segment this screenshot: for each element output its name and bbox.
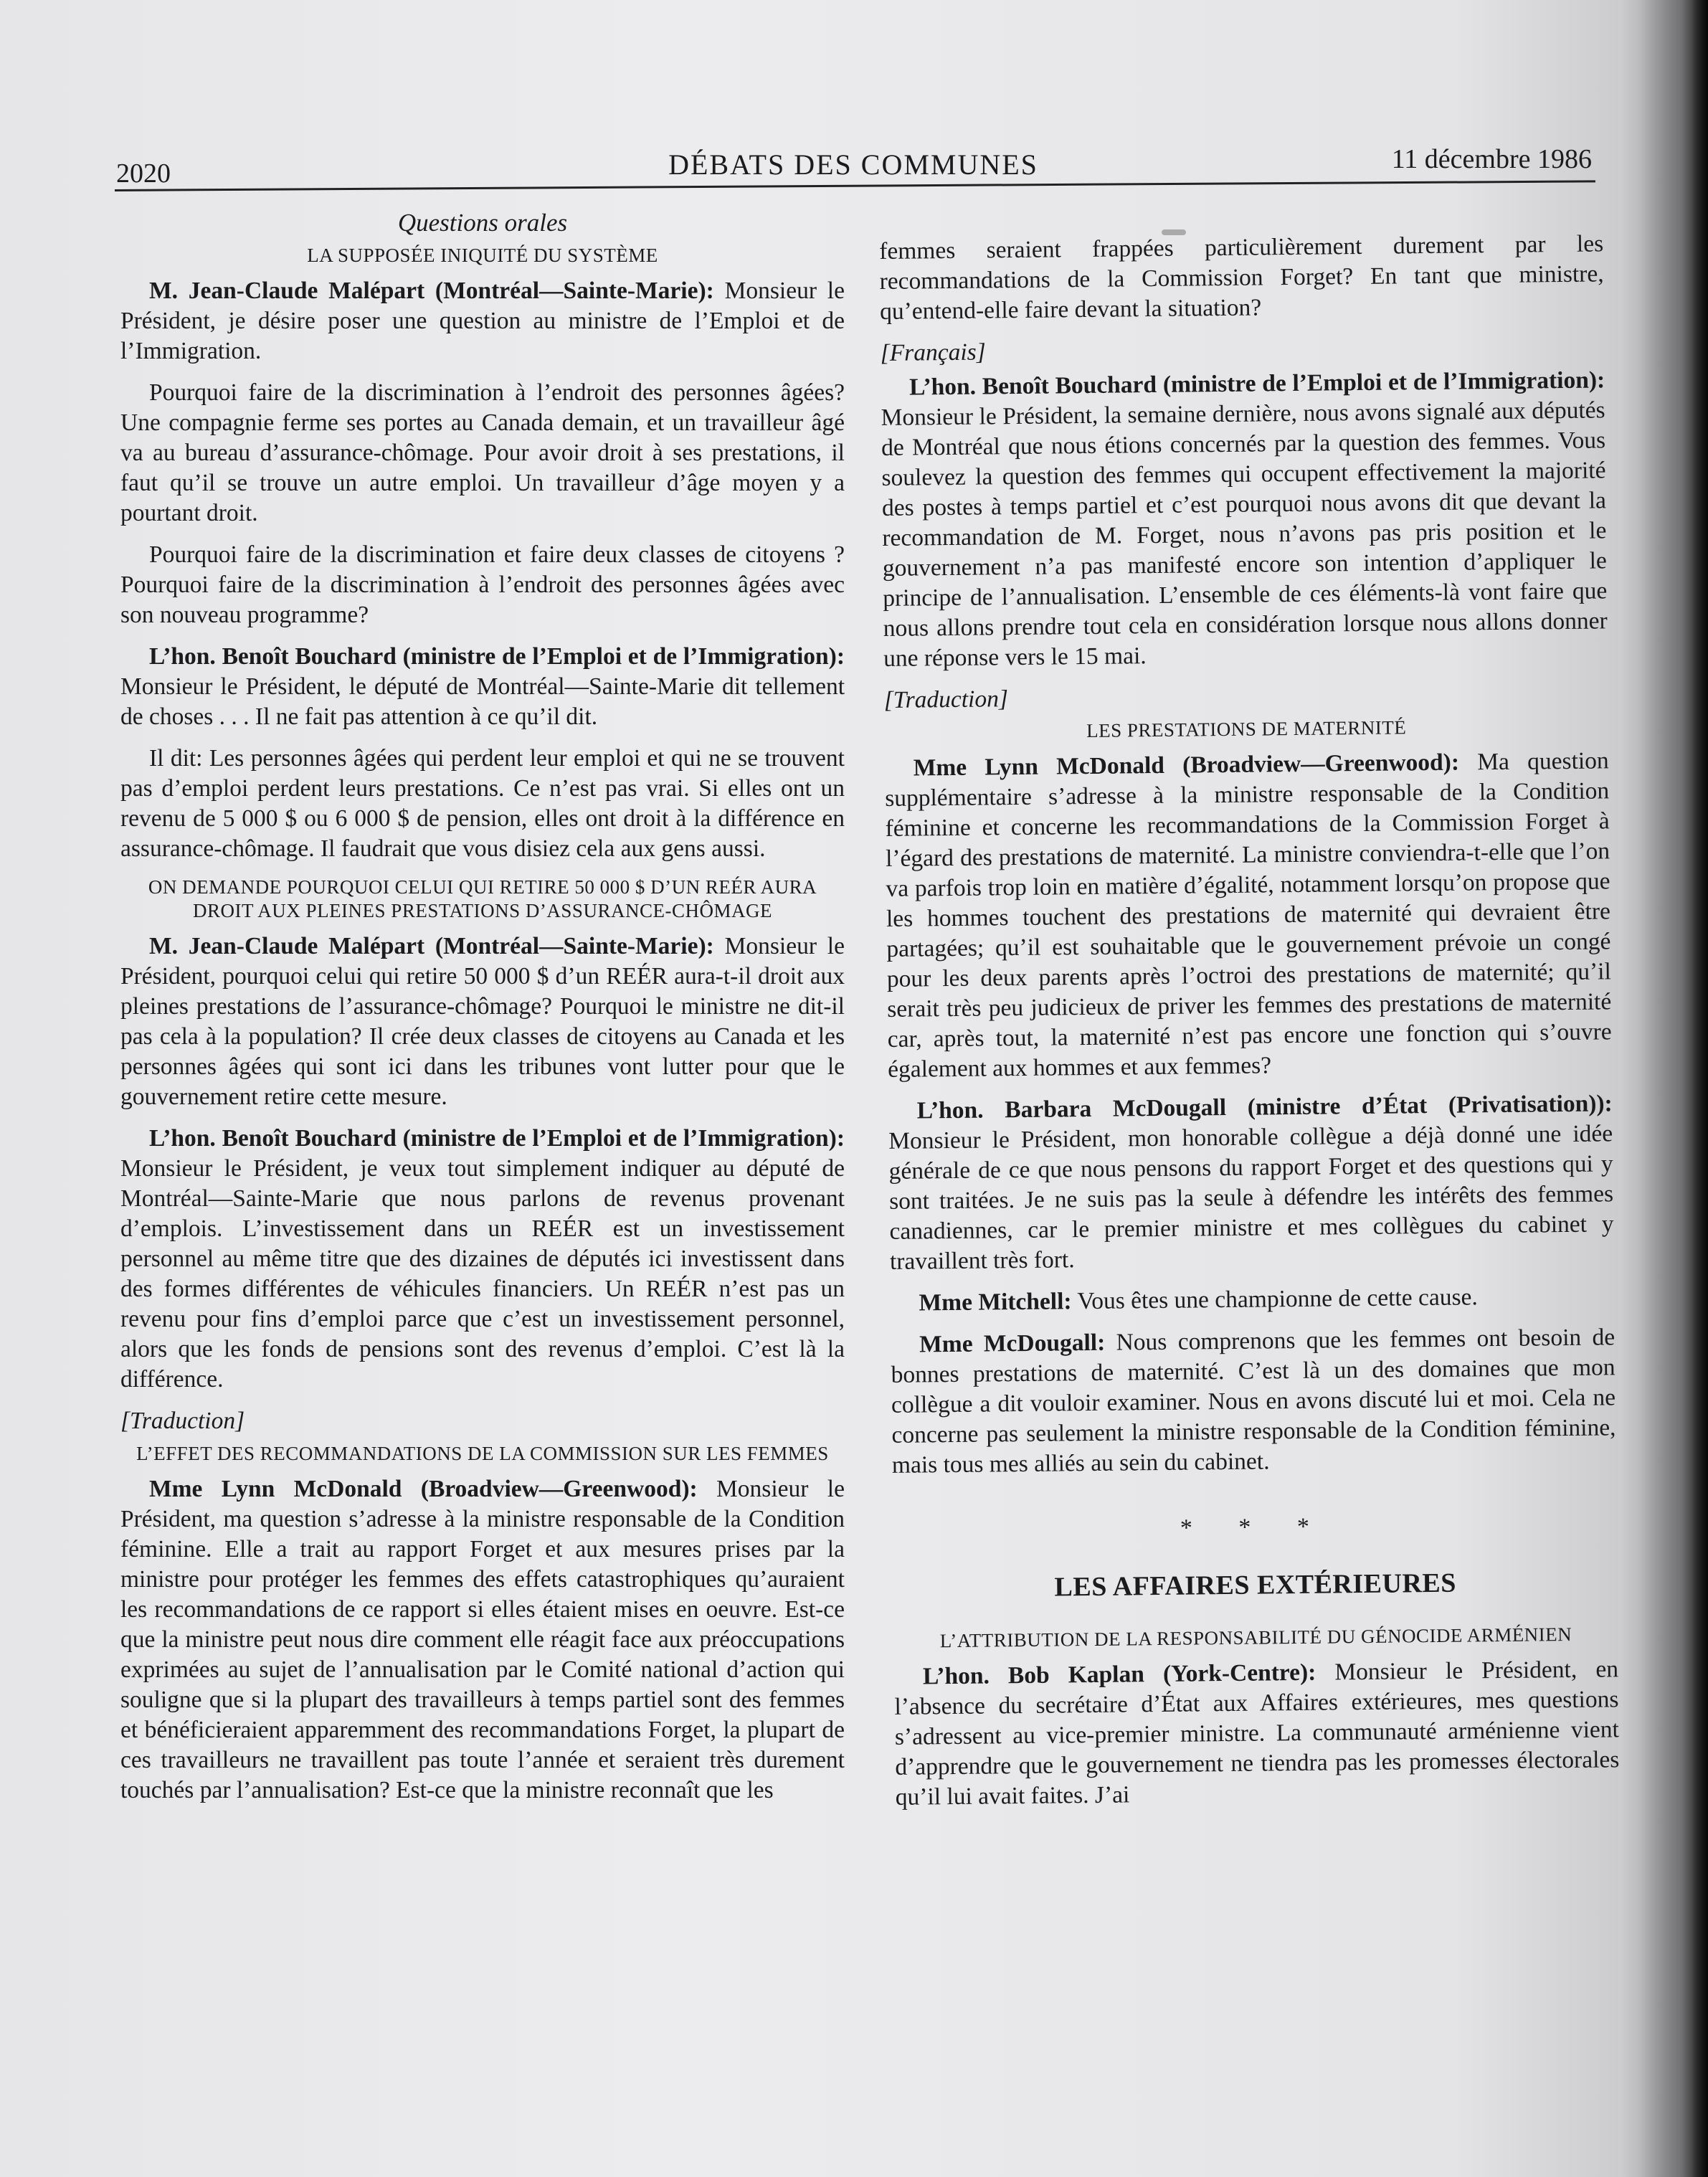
topic-caption: L’EFFET DES RECOMMANDATIONS DE LA COMMISSION SUR LES FEMMES <box>136 1443 829 1464</box>
speaker: L’hon. Benoît Bouchard (ministre de l’Emploi et de l’Immigration): <box>149 1125 845 1152</box>
speech: Ma question supplémentaire s’adresse à la ministre responsable de la Condition féminine et concerne les recommandations de la Commission Forget à l’égard des prestations de maternité. La ministre conviendra-t-elle que l’on va parfois trop loin en matière d’égalité, notamment lorsqu’on propose que les hommes touchent des prestations de maternité qui devraient être partagées; qu’il est souhaitable que le gouvernement prévoie un congé pour les deux parents après l’octroi des prestations de maternité; qu’il serait très peu judicieux de priver les femmes des prestations de maternité car, après tout, la maternité n’est pas encore une fonction qui s’ouvre également aux hommes et aux femmes? <box>885 747 1612 1083</box>
paragraph <box>120 276 845 366</box>
paragraph: Pourquoi faire de la discrimination et faire deux classes de citoyens ? Pourquoi faire de la discrimination à l’endroit des personnes âgées avec son nouveau programme? <box>120 541 845 628</box>
paragraph <box>894 1654 1620 1813</box>
paragraph <box>891 1322 1616 1481</box>
page-date: 11 décembre 1986 <box>1391 144 1592 174</box>
publication-title: DÉBATS DES COMMUNES <box>668 148 1038 181</box>
speaker: Mme McDougall: <box>919 1329 1106 1358</box>
paragraph <box>120 931 845 1112</box>
speaker: Mme Lynn McDonald (Broadview—Greenwood): <box>149 1476 698 1502</box>
speech: Monsieur le Président, la semaine dernière, nous avons signalé aux députés de Montréal que nous étions concernés par la question des femmes. Vous soulevez la question des femmes qui occupent effectivement la majorité des postes à temps partiel et c’est pourquoi nous avons dit que devant la recommandation de M. Forget, nous n’avons pas pris position et le gouvernement n’a pas manifesté encore son intention d’appliquer le principe de l’annualisation. L’ensemble de ces éléments-là vont faire que nous allons prendre tout cela en considération lorsque nous allons donner une réponse vers le 15 mai. <box>881 397 1608 672</box>
speech: Monsieur le Président, mon honorable collègue a déjà donné une idée générale de ce que nous pensons du rapport Forget et des questions qui y sont traitées. Je ne suis pas la seule à défendre les intérêts des femmes canadiennes, car le premier ministre et mes collègues du cabinet y travaillent très fort. <box>888 1120 1614 1275</box>
topic-caption: L’ATTRIBUTION DE LA RESPONSABILITÉ DU GÉNOCIDE ARMÉNIEN <box>939 1623 1572 1652</box>
binding-shadow <box>1622 0 1708 2177</box>
speech: Monsieur le Président, pourquoi celui qui retire 50 000 $ d’un REÉR aura-t-il droit aux pleines prestations de l’assurance-chômage? Pourquoi le ministre ne dit-il pas cela à la population? Il crée deux classes de citoyens au Canada et les personnes âgées qui sont ici dans les tribunes vont lutter pour que le gouvernement retire cette mesure. <box>120 933 845 1110</box>
topic-caption: ON DEMANDE POURQUOI CELUI QUI RETIRE 50 000 $ D’UN REÉR AURA DROIT AUX PLEINES PRESTATIONS D’ASSURANCE-CHÔMAGE <box>148 876 817 921</box>
speaker: M. Jean-Claude Malépart (Montréal—Sainte-Marie): <box>149 278 714 304</box>
paragraph <box>120 1124 845 1395</box>
language-note: [Traduction] <box>120 1408 245 1434</box>
speech: Nous comprenons que les femmes ont besoin de bonnes prestations de maternité. C’est là un des domaines que mon collègue a dit vouloir examiner. Nous en avons discuté lui et moi. Cela ne concerne pas seulement la ministre responsable de la Condition féminine, mais tous mes alliés au sein du cabinet. <box>891 1324 1616 1479</box>
right-column <box>879 229 1620 1823</box>
speech: Monsieur le Président, je désire poser une question au ministre de l’Emploi et de l’Immigration. <box>120 278 845 364</box>
paragraph: Il dit: Les personnes âgées qui perdent leur emploi et qui ne se trouvent pas d’emploi perdent leurs prestations. Ce n’est pas vrai. Si elles ont un revenu de 5 000 $ ou 6 000 $ de pension, elles ont droit à la différence en assurance-chômage. Il faudrait que vous disiez cela aux gens aussi. <box>120 745 845 862</box>
paragraph <box>120 1474 845 1806</box>
speaker: L’hon. Barbara McDougall (ministre d’État (Privatisation)): <box>916 1090 1613 1124</box>
speaker: L’hon. Benoît Bouchard (ministre de l’Emploi et de l’Immigration): <box>909 366 1605 401</box>
paragraph <box>885 746 1613 1085</box>
topic-caption: LES PRESTATIONS DE MATERNITÉ <box>1086 716 1407 742</box>
section-title: Questions orales <box>397 209 568 237</box>
speech: Vous êtes une championne de cette cause. <box>1071 1284 1478 1315</box>
paragraph: Pourquoi faire de la discrimination à l’endroit des personnes âgées? Une compagnie ferme ses portes au Canada demain, et un travailleur âgé va au bureau d’assurance-chômage. Pour avoir droit à ses prestations, il faut qu’il se trouve un autre emploi. Un travailleur d’âge moyen y a pourtant droit. <box>120 379 845 526</box>
page-number: 2020 <box>116 158 171 189</box>
left-column <box>120 202 845 1817</box>
language-note: [Traduction] <box>883 686 1009 713</box>
speaker: L’hon. Bob Kaplan (York-Centre): <box>922 1659 1316 1690</box>
speaker: M. Jean-Claude Malépart (Montréal—Sainte-Marie): <box>149 933 714 959</box>
section-separator: * * * <box>1180 1513 1330 1542</box>
language-note: [Français] <box>880 338 986 366</box>
speech: Monsieur le Président, le député de Montréal—Sainte-Marie dit tellement de choses . . . Il ne fait pas attention à ce qu’il dit. <box>120 673 845 730</box>
paragraph <box>881 365 1608 674</box>
speaker: L’hon. Benoît Bouchard (ministre de l’Emploi et de l’Immigration): <box>149 643 845 670</box>
speech: Monsieur le Président, en l’absence du secrétaire d’État aux Affaires extérieures, mes questions s’adressent au vice-premier ministre. La communauté arménienne vient d’apprendre que le gouvernement ne tiendra pas les promesses électorales qu’il lui avait faites. J’ai <box>894 1656 1620 1811</box>
speech: Monsieur le Président, je veux tout simplement indiquer au député de Montréal—Sainte-Marie que nous parlons de revenus provenant d’emplois. L’investissement dans un REÉR est un investissement personnel au même titre que des dizaines de députés ici investissent dans des formes différentes de véhicules financiers. Un REÉR n’est pas un revenu pour fins d’emploi parce que c’est un investissement personnel, alors que les fonds de pensions sont des revenus d’emploi. C’est là la différence. <box>120 1155 845 1393</box>
topic-caption: LA SUPPOSÉE INIQUITÉ DU SYSTÈME <box>307 245 658 266</box>
paragraph: femmes seraient frappées particulièrement durement par les recommandations de la Commission Forget? En tant que ministre, qu’entend-elle faire devant la situation? <box>879 230 1604 325</box>
speaker: Mme Mitchell: <box>919 1288 1072 1317</box>
page-header <box>115 143 1592 189</box>
paragraph <box>120 642 845 732</box>
speech: Monsieur le Président, ma question s’adresse à la ministre responsable de la Condition féminine. Elle a trait au rapport Forget et aux mesures prises par la ministre pour protéger les femmes des effets catastrophiques qu’auraient les recommandations de ce rapport si elles étaient mises en oeuvre. Est-ce que la ministre peut nous dire comment elle réagit face aux préoccupations exprimées au sujet de l’annualisation par le Comité national d’action qui souligne que si la plupart des travailleurs à temps partiel sont des femmes et bénéficieraient apparemment des recommandations Forget, la plupart de ces travailleurs ne travaillent pas toute l’année et seraient très durement touchés par l’annualisation? Est-ce que la ministre reconnaît que les <box>120 1476 845 1803</box>
paragraph <box>890 1281 1614 1319</box>
paragraph <box>888 1088 1615 1277</box>
section-heading: LES AFFAIRES EXTÉRIEURES <box>1054 1567 1457 1603</box>
speaker: Mme Lynn McDonald (Broadview—Greenwood): <box>913 749 1460 782</box>
